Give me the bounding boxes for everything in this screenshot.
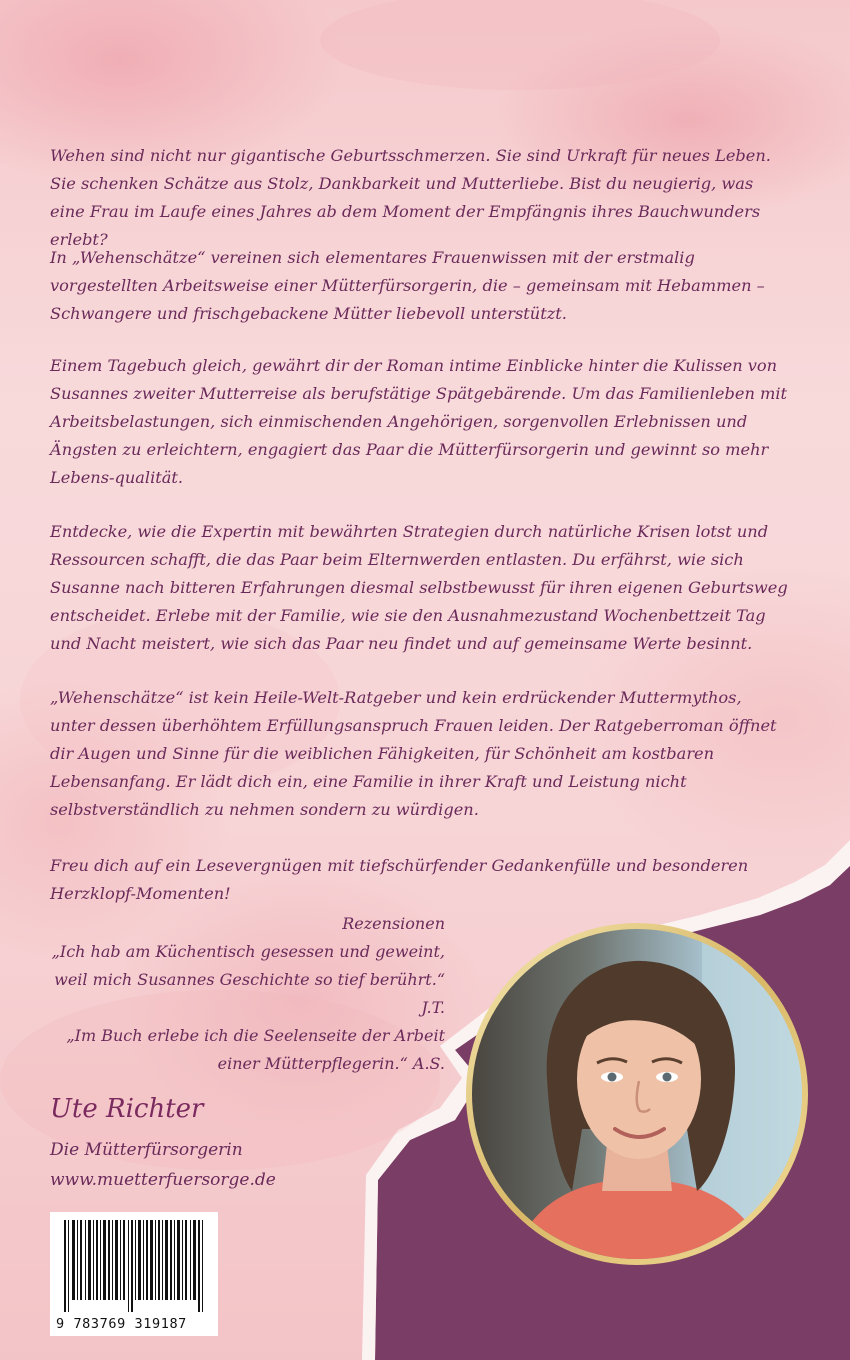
blurb-paragraph-6: Freu dich auf ein Lesevergnügen mit tiefschürfender Gedankenfülle und besonderen Herzklopf-Momenten! (50, 856, 749, 903)
blurb-paragraph-1: Wehen sind nicht nur gigantische Geburtsschmerzen. Sie sind Urkraft für neues Leben. Sie schenken Schätze aus Stolz, Dankbarkeit und Mutterliebe. Bist du neugierig, was eine Frau im Laufe eines Jahres ab dem Moment der Empfängnis ihres Bauchwunders erlebt? (50, 146, 771, 249)
review-1-line-2: weil mich Susannes Geschichte so tief berührt.“ (54, 970, 445, 989)
review-1-line-1: „Ich hab am Küchentisch gesessen und geweint, (51, 942, 445, 961)
isbn-number: 9 783769 319187 (56, 1316, 187, 1332)
author-role: Die Mütterfürsorgerin (50, 1140, 243, 1160)
blurb-paragraph-3: Einem Tagebuch gleich, gewährt dir der Roman intime Einblicke hinter die Kulissen von Susannes zweiter Mutterreise als berufstätige Spätgebärende. Um das Familienleben mit Arbeitsbelastungen, sich einmischenden Angehörigen, sorgenvollen Erlebnissen und Ängsten zu erleichtern, engagiert das Paar die Mütterfürsorgerin und gewinnt so mehr Lebens-qualität. (50, 356, 788, 487)
author-photo (472, 929, 802, 1259)
reviews-heading: Rezensionen (342, 914, 445, 933)
blurb-paragraph-2: In „Wehenschätze“ vereinen sich elementares Frauenwissen mit der erstmalig vorgestellten Arbeitsweise einer Mütterfürsorgerin, die – gemeinsam mit Hebammen – Schwangere und frischgebackene Mütter liebevoll unterstützt. (50, 248, 765, 323)
author-website: www.muetterfuersorge.de (50, 1170, 276, 1190)
blurb-paragraph-4: Entdecke, wie die Expertin mit bewährten Strategien durch natürliche Krisen lotst und Ressourcen schafft, die das Paar beim Elternwerden entlasten. Du erfährst, wie sich Susanne nach bitteren Erfahrungen diesmal selbstbewusst für ihren eigenen Geburtsweg entscheidet. Erlebe mit der Familie, wie sie den Ausnahmezustand Wochenbettzeit Tag und Nacht meistert, wie sich das Paar neu findet und auf gemeinsame Werte besinnt. (50, 522, 788, 653)
author-portrait-illustration (472, 929, 802, 1259)
reviews-block (25, 910, 445, 1078)
review-1-author: J.T. (421, 998, 445, 1017)
isbn-barcode (50, 1212, 218, 1336)
author-photo-frame (466, 923, 808, 1265)
author-name: Ute Richter (50, 1094, 204, 1124)
barcode-bars (50, 1212, 218, 1312)
review-2-line-2: einer Mütterpflegerin.“ A.S. (217, 1054, 445, 1073)
blurb-paragraph-5: „Wehenschätze“ ist kein Heile-Welt-Ratgeber und kein erdrückender Muttermythos, unter dessen überhöhtem Erfüllungsanspruch Frauen leiden. Der Ratgeberroman öffnet dir Augen und Sinne für die weiblichen Fähigkeiten, für Schönheit am kostbaren Lebensanfang. Er lädt dich ein, eine Familie in ihrer Kraft und Leistung nicht selbstverständlich zu nehmen sondern zu würdigen. (50, 688, 777, 819)
review-2-line-1: „Im Buch erlebe ich die Seelenseite der Arbeit (66, 1026, 445, 1045)
